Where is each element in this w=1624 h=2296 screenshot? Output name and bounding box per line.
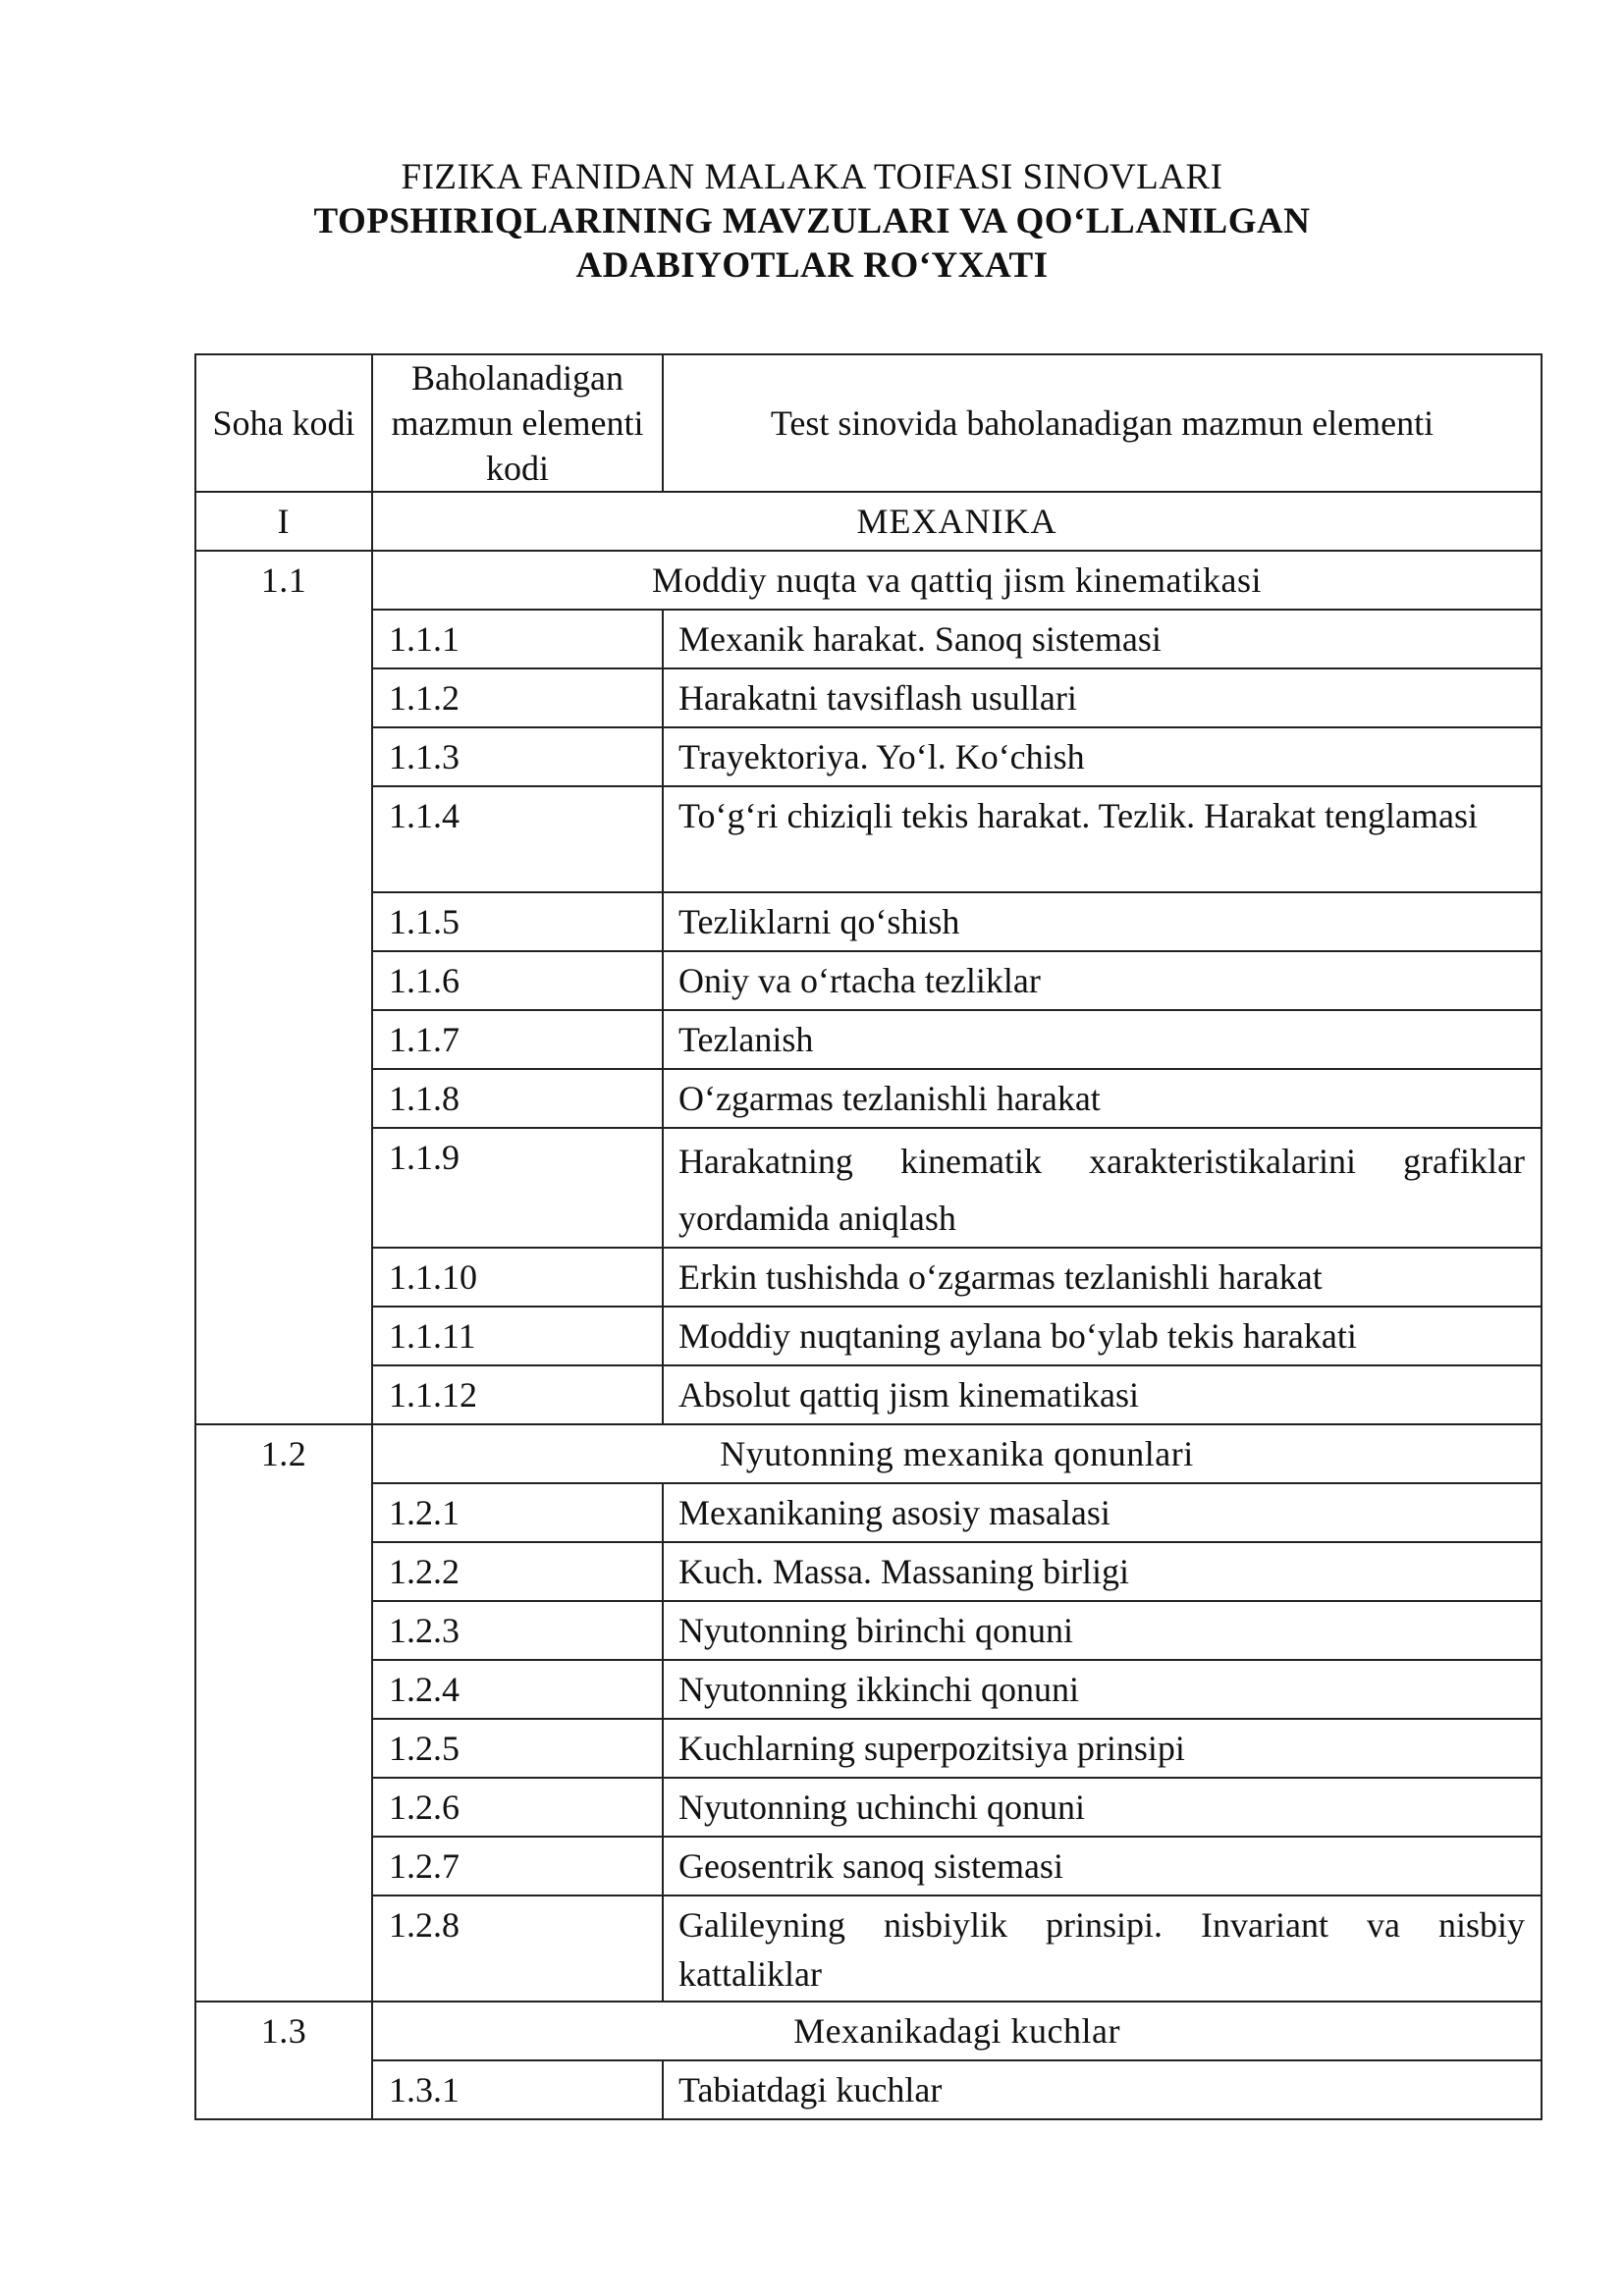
element-description: O‘zgarmas tezlanishli harakat [663,1069,1542,1128]
element-description: Nyutonning ikkinchi qonuni [663,1660,1542,1719]
element-code: 1.2.1 [372,1483,663,1542]
element-code: 1.2.2 [372,1542,663,1601]
empty-cell [195,892,372,951]
table-row [195,951,1542,1010]
empty-cell [195,610,372,668]
empty-cell [195,951,372,1010]
subsection-code: 1.2 [195,1424,372,1483]
section-code: I [195,492,372,551]
table-row [195,1542,1542,1601]
table-row [195,1837,1542,1896]
element-code: 1.2.4 [372,1660,663,1719]
empty-cell [195,1069,372,1128]
empty-cell [195,1483,372,1542]
table-row [195,1483,1542,1542]
empty-cell [195,668,372,727]
subsection-row [195,551,1542,610]
element-code: 1.1.1 [372,610,663,668]
element-code: 1.2.6 [372,1778,663,1837]
element-description: Nyutonning uchinchi qonuni [663,1778,1542,1837]
element-description: Galileyning nisbiylik prinsipi. Invariant va nisbiy kattaliklar [663,1896,1542,2002]
element-code: 1.3.1 [372,2060,663,2119]
element-description: Tezliklarni qo‘shish [663,892,1542,951]
subsection-row [195,2002,1542,2060]
document-title [0,155,1624,288]
title-line-1: FIZIKA FANIDAN MALAKA TOIFASI SINOVLARI [401,157,1223,197]
table-row [195,610,1542,668]
title-line-3: ADABIYOTLAR RO‘YXATI [575,245,1049,286]
empty-cell [195,727,372,786]
header-soha-kodi: Soha kodi [195,354,372,492]
element-code: 1.2.7 [372,1837,663,1896]
element-description: Geosentrik sanoq sistemasi [663,1837,1542,1896]
element-description: Mexanik harakat. Sanoq sistemasi [663,610,1542,668]
empty-cell [195,1542,372,1601]
section-title: MEXANIKA [372,492,1542,551]
element-description: Erkin tushishda o‘zgarmas tezlanishli harakat [663,1248,1542,1307]
element-description: Nyutonning birinchi qonuni [663,1601,1542,1660]
element-description: Oniy va o‘rtacha tezliklar [663,951,1542,1010]
table-row [195,786,1542,892]
table-row [195,1307,1542,1365]
subsection-title: Mexanikadagi kuchlar [372,2002,1542,2060]
table-row [195,1248,1542,1307]
table-row [195,668,1542,727]
element-code: 1.1.5 [372,892,663,951]
subsection-row [195,1424,1542,1483]
subsection-title: Moddiy nuqta va qattiq jism kinematikasi [372,551,1542,610]
element-code: 1.1.3 [372,727,663,786]
element-code: 1.1.2 [372,668,663,727]
element-description: Harakatni tavsiflash usullari [663,668,1542,727]
empty-cell [195,1010,372,1069]
element-code: 1.1.8 [372,1069,663,1128]
element-code: 1.1.7 [372,1010,663,1069]
header-element-code: Baholanadigan mazmun elementi kodi [372,354,663,492]
table-row [195,1601,1542,1660]
empty-cell [195,1719,372,1778]
header-element-description: Test sinovida baholanadigan mazmun elementi [663,354,1542,492]
element-code: 1.1.11 [372,1307,663,1365]
empty-cell [195,2060,372,2119]
element-description: Absolut qattiq jism kinematikasi [663,1365,1542,1424]
title-line-2: TOPSHIRIQLARINING MAVZULARI VA QO‘LLANILGAN [313,201,1311,241]
subsection-title: Nyutonning mexanika qonunlari [372,1424,1542,1483]
empty-cell [195,1837,372,1896]
subsection-code: 1.1 [195,551,372,610]
table-row [195,1128,1542,1248]
section-row [195,492,1542,551]
empty-cell [195,1778,372,1837]
element-code: 1.2.8 [372,1896,663,2002]
table-row [195,892,1542,951]
element-code: 1.1.10 [372,1248,663,1307]
empty-cell [195,1601,372,1660]
element-code: 1.2.3 [372,1601,663,1660]
element-description: Kuch. Massa. Massaning birligi [663,1542,1542,1601]
element-description: Moddiy nuqtaning aylana bo‘ylab tekis harakati [663,1307,1542,1365]
table-row [195,1778,1542,1837]
element-description: Trayektoriya. Yo‘l. Ko‘chish [663,727,1542,786]
empty-cell [195,1660,372,1719]
table-row [195,2060,1542,2119]
empty-cell [195,1365,372,1424]
element-code: 1.1.4 [372,786,663,892]
element-description: Kuchlarning superpozitsiya prinsipi [663,1719,1542,1778]
element-description: Tabiatdagi kuchlar [663,2060,1542,2119]
empty-cell [195,1128,372,1248]
table-row [195,727,1542,786]
element-code: 1.2.5 [372,1719,663,1778]
table-row [195,1896,1542,2002]
element-code: 1.1.12 [372,1365,663,1424]
table-header-row [195,354,1542,492]
subsection-code: 1.3 [195,2002,372,2060]
empty-cell [195,1307,372,1365]
table-row [195,1069,1542,1128]
topics-table [194,353,1543,2120]
table-row [195,1660,1542,1719]
element-code: 1.1.6 [372,951,663,1010]
empty-cell [195,786,372,892]
element-description: To‘g‘ri chiziqli tekis harakat. Tezlik. Harakat tenglamasi [663,786,1542,892]
table-row [195,1365,1542,1424]
element-code: 1.1.9 [372,1128,663,1248]
empty-cell [195,1248,372,1307]
table-row [195,1010,1542,1069]
element-description: Mexanikaning asosiy masalasi [663,1483,1542,1542]
empty-cell [195,1896,372,2002]
element-description: Harakatning kinematik xarakteristikalarini grafiklar yordamida aniqlash [663,1128,1542,1248]
element-description: Tezlanish [663,1010,1542,1069]
table-row [195,1719,1542,1778]
